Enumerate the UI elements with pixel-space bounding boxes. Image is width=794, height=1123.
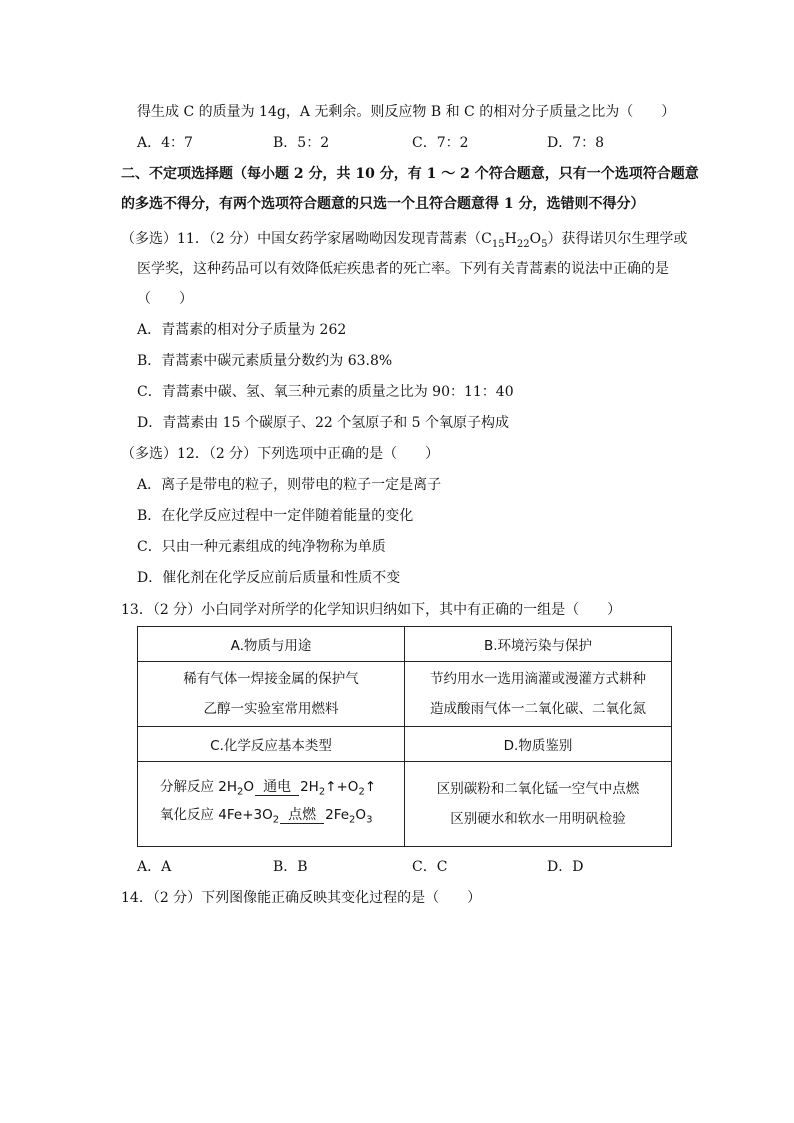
q13-table-b-line1: 节约用水一选用滴灌或漫灌方式耕种 bbox=[430, 671, 646, 687]
q13-table-a-head: A.物质与用途 bbox=[138, 627, 405, 662]
q11-option-c: C．青蒿素中碳、氢、氧三种元素的质量之比为 90：11：40 bbox=[137, 384, 514, 400]
q10-option-d: D．7：8 bbox=[547, 135, 605, 151]
q10-option-c: C．7：2 bbox=[412, 135, 469, 151]
q11-stem-suffix: ）获得诺贝尔生理学或 bbox=[547, 231, 688, 247]
q13-table-c-head: C.化学反应基本类型 bbox=[138, 727, 405, 762]
q11-formula-h: H bbox=[504, 231, 517, 247]
q13-option-d: D．D bbox=[547, 859, 584, 875]
q13-equation-oxidation: 氧化反应 $4Fe+3O_2$ 点燃 $2Fe_2O_3$ bbox=[160, 807, 373, 826]
q13-equation-condition-electrolysis: 通电 bbox=[255, 779, 299, 796]
q13-table-b-head: B.环境污染与保护 bbox=[405, 627, 672, 662]
q10-option-a: A．4：7 bbox=[137, 135, 193, 151]
q13-option-b: B．B bbox=[273, 859, 308, 875]
q13-option-a: A．A bbox=[137, 859, 172, 875]
q13-table-d-line2: 区别硬水和软水一用明矾检验 bbox=[450, 811, 626, 827]
q12-option-a: A．离子是带电的粒子，则带电的粒子一定是离子 bbox=[137, 477, 442, 493]
section2-heading-line1: 二、不定项选择题（每小题 2 分，共 10 分，有 1 ～ 2 个符合题意，只有一个选项符合题意 bbox=[121, 166, 699, 182]
q13-knowledge-table bbox=[137, 626, 672, 847]
q11-stem-line2: 医学奖，这种药品可以有效降低疟疾患者的死亡率。下列有关青蒿素的说法中正确的是 bbox=[137, 261, 669, 277]
q13-table-a-body bbox=[138, 662, 405, 727]
q13-table-d-body bbox=[405, 762, 672, 847]
q13-stem: 13．（2 分）小白同学对所学的化学知识归纳如下，其中有正确的一组是（ ） bbox=[121, 602, 622, 618]
q13-table-c-body bbox=[138, 762, 405, 847]
q11-formula-sub-c: 15 bbox=[491, 238, 505, 250]
q13-table-d-head: D.物质鉴别 bbox=[405, 727, 672, 762]
q13-equation-decomposition: 分解反应 $2H_2O$ 通电 $2H_2↑+O_2↑$ bbox=[160, 779, 377, 798]
q11-formula-sub-o: 5 bbox=[541, 238, 548, 250]
q12-option-c: C．只由一种元素组成的纯净物称为单质 bbox=[137, 539, 386, 555]
q10-stem-tail: 得生成 C 的质量为 14g，A 无剩余。则反应物 B 和 C 的相对分子质量之比为（ ） bbox=[137, 104, 676, 120]
q13-option-c: C．C bbox=[412, 859, 448, 875]
q11-option-a: A．青蒿素的相对分子质量为 262 bbox=[137, 322, 347, 338]
q11-formula-o: O bbox=[529, 231, 542, 247]
q10-option-b: B．5：2 bbox=[273, 135, 330, 151]
q11-stem-line3: （ ） bbox=[137, 291, 193, 307]
section2-heading-line2: 的多选不得分，有两个选项符合题意的只选一个且符合题意得 1 分，选错则不得分） bbox=[121, 196, 645, 212]
q13-table-b-body bbox=[405, 662, 672, 727]
q13-table-d-line1: 区别碳粉和二氧化锰一空气中点燃 bbox=[436, 781, 640, 797]
q11-stem-prefix: （多选）11．（2 分）中国女药学家屠呦呦因发现青蒿素（C bbox=[121, 231, 492, 247]
q13-equation-condition-ignite: 点燃 bbox=[280, 807, 324, 824]
q11-option-d: D．青蒿素由 15 个碳原子、22 个氢原子和 5 个氧原子构成 bbox=[137, 415, 510, 431]
q11-option-b: B．青蒿素中碳元素质量分数约为 63.8% bbox=[137, 353, 393, 369]
q14-stem: 14．（2 分）下列图像能正确反映其变化过程的是（ ） bbox=[121, 890, 482, 906]
q13-table-b-line2: 造成酸雨气体一二氧化碳、二氧化氮 bbox=[430, 701, 646, 717]
q12-option-d: D．催化剂在化学反应前后质量和性质不变 bbox=[137, 570, 401, 586]
q11-stem-line1 bbox=[121, 229, 687, 255]
q13-table-a-line2: 乙醇一实验室常用燃料 bbox=[203, 701, 339, 717]
q12-option-b: B．在化学反应过程中一定伴随着能量的变化 bbox=[137, 508, 414, 524]
q11-formula-sub-h: 22 bbox=[516, 238, 530, 250]
q12-stem: （多选）12．（2 分）下列选项中正确的是（ ） bbox=[121, 446, 440, 462]
q13-table-a-line1: 稀有气体一焊接金属的保护气 bbox=[183, 671, 359, 687]
